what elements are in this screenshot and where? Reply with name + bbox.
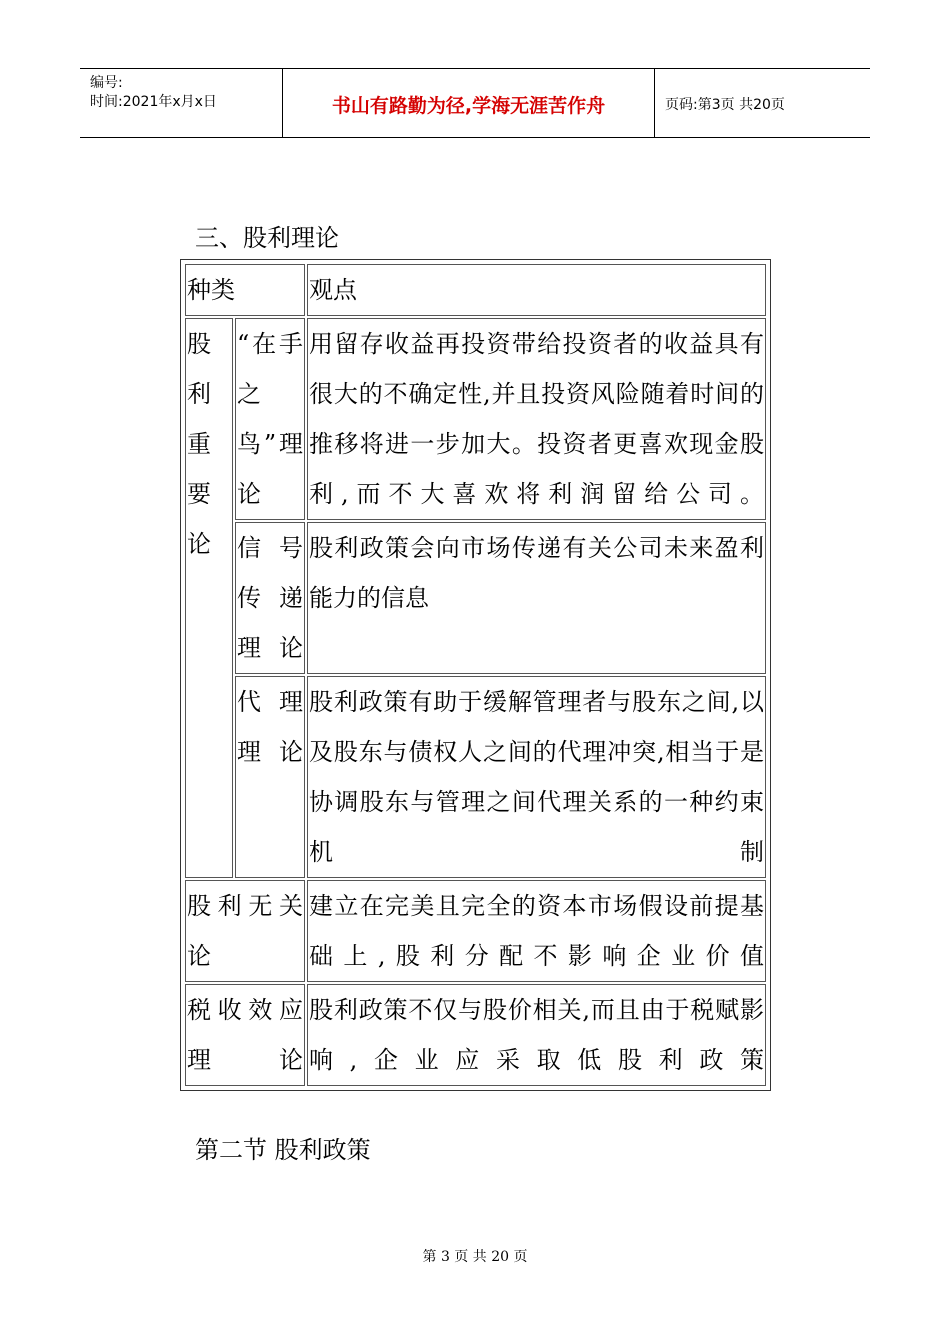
- chapter-heading: 第二节 股利政策: [195, 1136, 371, 1164]
- group-label: 股利重要论: [185, 318, 233, 878]
- time-label: 时间:2021年x月x日: [90, 94, 217, 110]
- theory-name: 股利无关论: [185, 880, 305, 982]
- header-meta-cell: [80, 69, 283, 137]
- theory-description: 股利政策会向市场传递有关公司未来盈利能力的信息: [307, 522, 766, 674]
- theory-name: 信号传递理论: [235, 522, 305, 674]
- motto: 书山有路勤为径,学海无涯苦作舟: [331, 95, 606, 117]
- table-header-row: [185, 264, 766, 316]
- page-info: 页码:第3页 共20页: [665, 97, 785, 113]
- table-row: [185, 318, 766, 520]
- page-footer: 第 3 页 共 20 页: [422, 1249, 528, 1265]
- theory-description: 股利政策不仅与股价相关,而且由于税赋影响,企业应采取低股利政策: [307, 984, 766, 1086]
- header-view: 观点: [307, 264, 766, 316]
- table-row: [185, 676, 766, 878]
- theory-description: 股利政策有助于缓解管理者与股东之间,以及股东与债权人之间的代理冲突,相当于是协调股东与管理之间代理关系的一种约束机制: [307, 676, 766, 878]
- dividend-theory-table: [180, 259, 771, 1091]
- theory-description: 用留存收益再投资带给投资者的收益具有很大的不确定性,并且投资风险随着时间的推移将进一步加大。投资者更喜欢现金股利,而不大喜欢将利润留给公司。: [307, 318, 766, 520]
- theory-name: 税收效应理论: [185, 984, 305, 1086]
- section-heading: 三、股利理论: [195, 224, 339, 252]
- header-motto-cell: [283, 69, 655, 137]
- table-row: [185, 984, 766, 1086]
- page-header: [80, 68, 870, 138]
- number-label: 编号:: [90, 75, 123, 91]
- theory-name: 代理理论: [235, 676, 305, 878]
- table-row: [185, 522, 766, 674]
- table-row: [185, 880, 766, 982]
- theory-name: “在手之鸟”理论: [235, 318, 305, 520]
- header-page-cell: [655, 69, 870, 137]
- theory-description: 建立在完美且完全的资本市场假设前提基础上,股利分配不影响企业价值: [307, 880, 766, 982]
- header-type: 种类: [185, 264, 305, 316]
